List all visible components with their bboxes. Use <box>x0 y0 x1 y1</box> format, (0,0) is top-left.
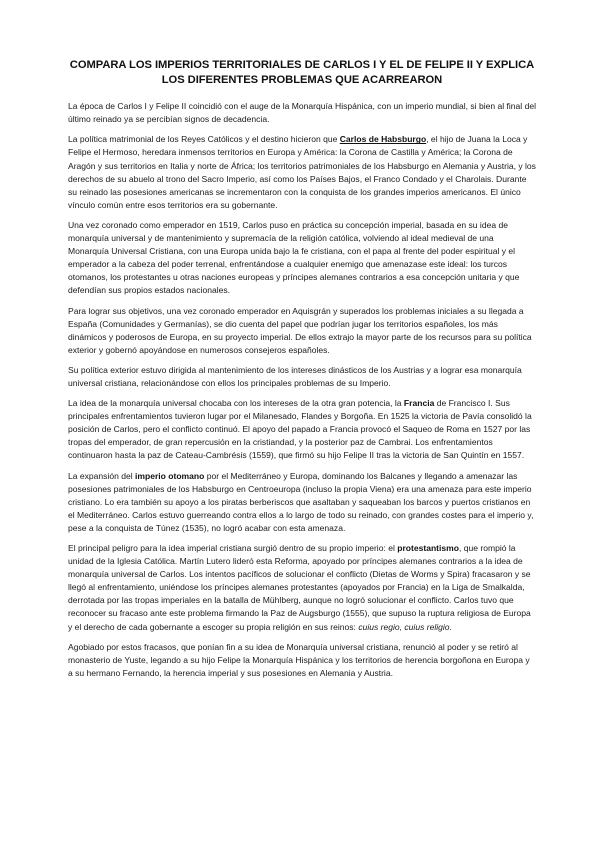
paragraph-concepcion-imperial: Una vez coronado como emperador en 1519, Carlos puso en práctica su concepción imperial, basada en su idea de monarquía universal y de mantenimiento y supremacía de la religión católica, volviendo al ideal medieval de una Monarquía Universal Cristiana, con una Europa unida bajo la fe cristiana, con el papa al frente del poder espiritual y el emperador a la cabeza del poder terrenal, enfrentándose a cualquier enemigo que amenazase este ideal: los turcos otomanos, los protestantes u otras naciones europeas y príncipes alemanes contrarios a esa concepción unitaria y que defendían sus propios estados nacionales. <box>68 219 520 296</box>
paragraph-intro: La época de Carlos I y Felipe II coincidió con el auge de la Monarquía Hispánica, con un imperio mundial, si bien al final del último reinado ya se percibían signos de decadencia. <box>68 101 536 125</box>
paragraph-text: . <box>449 621 452 632</box>
paragraph-imperio-otomano <box>68 470 536 535</box>
document-title: COMPARA LOS IMPERIOS TERRITORIALES DE CARLOS I Y EL DE FELIPE II Y EXPLICA LOS DIFERENTES PROBLEMAS QUE ACARREARON <box>69 59 535 86</box>
paragraph-text: La expansión del <box>68 470 136 481</box>
paragraph-francia <box>68 397 536 462</box>
bold-term-protestantismo: protestantismo <box>397 543 459 553</box>
paragraph-text: , el hijo de Juana la Loca y Felipe el Hermoso, heredara inmensos territorios en Europa y América: la Corona de Castilla y América; la Corona de Aragón y sus territorios en Italia y norte de África; los territorios patrimoniales de los Habsburgo en Alemania y Austria, y los derechos de su abuelo al trono del Sacro Imperio, así como los Países Bajos, el Franco Condado y el Charolais. Durante su reinado las posesiones americanas se incrementaron con la conquista de los grandes imperios americanos. El único vínculo común entre esos territorios era su gobernante. <box>68 134 536 210</box>
paragraph-text: por el Mediterráneo y Europa, dominando los Balcanes y llegando a amenazar las posesiones patrimoniales de los Habsburgo en Centroeuropa (incluso la propia Viena) era una amenaza para este imperio cristiano. Lo era también su apoyo a los piratas berberiscos que asaltaban y saqueaban los barcos y puertos cristianos en el Mediterráneo. Carlos estuvo guerreando contra ellos a lo largo de todo su reinado, con grandes costes para el imperio y, pese a la conquista de Túnez (1535), no logró acabar con esta amenaza. <box>68 470 534 533</box>
carlos-de-habsburgo-link[interactable]: Carlos de Habsburgo <box>339 134 427 145</box>
paragraph-text: de Francisco I. Sus principales enfrentamientos tuvieron lugar por el Milanesado, Flandes y Borgoña. En 1525 la victoria de Pavía consolidó la posición de Carlos, pero el conflicto continuó. El apoyo del papado a Francia provocó el Saqueo de Roma en 1527 por las tropas del emperador, de gran repercusión en la cristiandad, y la posterior paz de Cambrai. Los enfrentamientos continuaron hasta la paz de Cateau-Cambrésis (1559), que firmó su hijo Felipe II tras la victoria de San Quintín en 1557. <box>68 398 532 461</box>
paragraph-protestantismo <box>68 542 536 634</box>
paragraph-text: La idea de la monarquía universal chocaba con los intereses de la otra gran potencia, la <box>68 398 404 409</box>
paragraph-text: El principal peligro para la idea imperial cristiana surgió dentro de su propio imperio: el <box>68 543 398 553</box>
paragraph-abdicacion: Agobiado por estos fracasos, que ponían fin a su idea de Monarquía universal cristiana, renunció al poder y se retiró al monasterio de Yuste, legando a su hijo Felipe la Monarquía Hispánica y los territorios de herencia borgoñona en Europa y a su hermano Fernando, la herencia imperial y sus posesiones en Alemania y Austria. <box>68 641 530 678</box>
paragraph-politica-exterior: Su política exterior estuvo dirigida al mantenimiento de los intereses dinásticos de los Austrias y a lograr esa monarquía universal cristiana, relacionándose con ellos los principales problemas de su Imperio. <box>68 364 522 388</box>
paragraph-text: La política matrimonial de los Reyes Católicos y el destino hicieron que <box>68 134 340 145</box>
paragraph-text: , que rompió la unidad de la Iglesia Católica. Martín Lutero lideró esta Reforma, apoyado por príncipes alemanes contrarios a la idea de monarquía universal de Carlos. Los intentos pacíficos de solucionar el conflicto (Dietas de Worms y Spira) fracasaron y se llegó al enfrentamiento, uniéndose los príncipes alemanes protestantes (apoyados por Francia) en la Liga de Smalkalda, derrotada por las tropas imperiales en la batalla de Mühlberg, aunque no logró solucionar el conflicto. Carlos tuvo que reconocer su fracaso ante este problema firmando la Paz de Augsburgo (1555), que supuso la ruptura religiosa de Europa y el derecho de cada gobernante a escoger su propia religión en sus reinos: <box>68 543 531 632</box>
bold-term-imperio-otomano: imperio otomano <box>135 470 205 481</box>
bold-term-francia: Francia <box>403 398 435 409</box>
italic-latin-phrase: cuius regio, cuius religio <box>358 621 450 632</box>
paragraph-herencia <box>68 133 536 212</box>
paragraph-objetivos: Para lograr sus objetivos, una vez coronado emperador en Aquisgrán y superados los problemas iniciales a su llegada a España (Comunidades y Germanías), se dio cuenta del papel que podrían jugar los territorios españoles, los más dinámicos y poderosos de Europa, en su proyecto imperial. De ellos extrajo la mayor parte de los recursos para su política exterior y gobernó apoyándose en numerosos consejeros españoles. <box>68 305 532 355</box>
